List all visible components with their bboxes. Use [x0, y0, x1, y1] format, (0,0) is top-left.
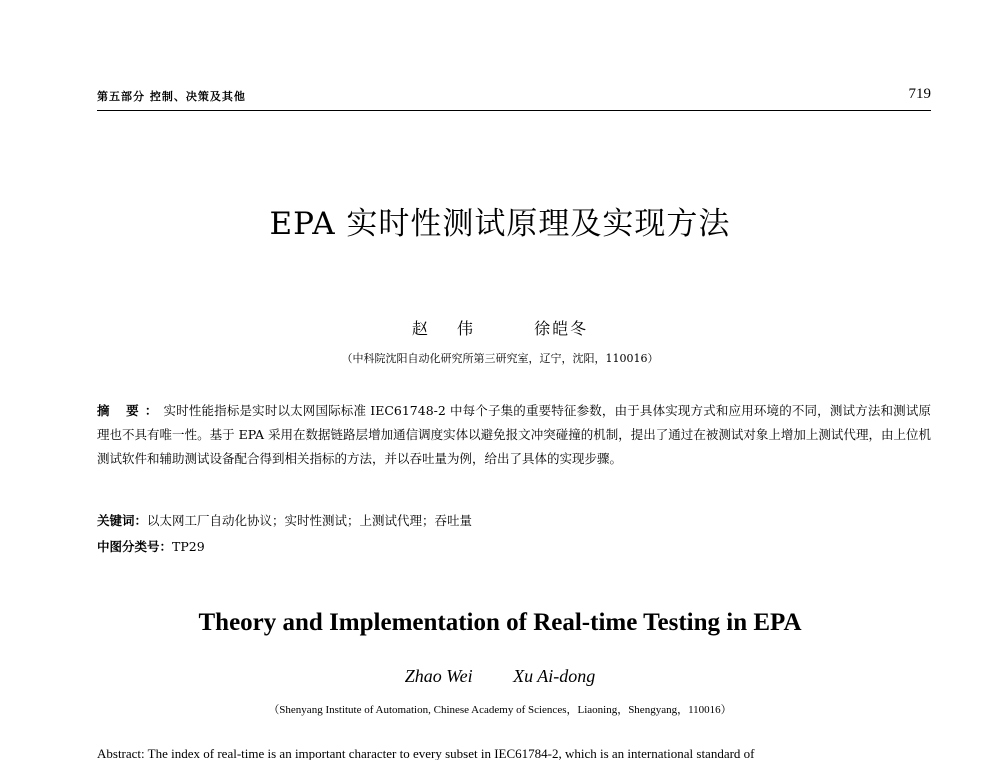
keywords-cn-label: 关键词：	[97, 513, 148, 528]
abstract-english-partial	[97, 748, 931, 760]
class-number-text: TP29	[172, 539, 205, 554]
author-en-1: Zhao Wei	[404, 666, 473, 686]
abstract-cn-label: 摘 要：	[97, 403, 164, 418]
keywords-cn-text: 以太网工厂自动化协议；实时性测试；上测试代理；吞吐量	[147, 513, 473, 528]
author-en-2: Xu Ai-dong	[513, 666, 596, 686]
author-cn-2: 徐皑冬	[534, 319, 589, 338]
running-header	[97, 86, 931, 111]
title-chinese: EPA 实时性测试原理及实现方法	[269, 206, 731, 242]
header-page-number: 719	[908, 86, 931, 102]
affiliation-chinese: （中科院沈阳自动化研究所第三研究室，辽宁，沈阳，110016）	[341, 352, 659, 365]
authors-chinese	[0, 316, 1000, 339]
abstract-cn-text: 实时性能指标是实时以太网国际标准 IEC61748-2 中每个子集的重要特征参数，由于具体实现方式和应用环境的不同，测试方法和测试原理也不具有唯一性。基于 EPA 采用在数据链路层增加通信调度实体以避免报文冲突碰撞的机制，提出了通过在被测试对象上增加上测试代理，由上位机测试软件和辅助测试设备配合得到相关指标的方法，并以吞吐量为例，给出了具体的实现步骤。	[97, 403, 931, 466]
class-number-label: 中图分类号：	[97, 539, 173, 554]
affiliation-english: （Shenyang Institute of Automation, Chinese Academy of Sciences，Liaoning，Shengyang，110016）	[268, 704, 732, 716]
class-number-chinese	[97, 537, 931, 555]
header-section-title: 第五部分 控制、决策及其他	[97, 90, 246, 103]
abstract-chinese	[97, 399, 931, 471]
abstract-en-text: Abstract: The index of real-time is an important character to every subset in IEC61784-2, which is an international standard of	[97, 748, 755, 760]
keywords-chinese	[97, 511, 931, 529]
author-cn-1: 赵 伟	[411, 319, 485, 338]
authors-english	[0, 666, 1000, 687]
title-english: Theory and Implementation of Real-time Testing in EPA	[198, 609, 802, 636]
